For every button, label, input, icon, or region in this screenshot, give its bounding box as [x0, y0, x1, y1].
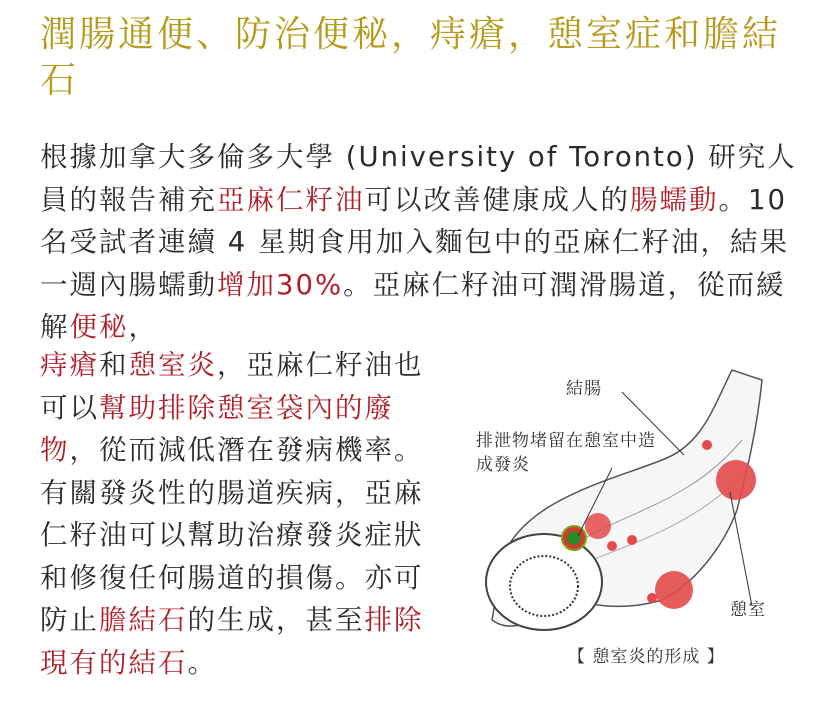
body-text: 。亞麻仁籽油可潤滑腸道，從而緩解 — [40, 268, 786, 343]
body-text: 根據加拿大多倫多大學 (University of Toronto) 研究人員的報告補充 — [40, 141, 797, 216]
diverticulum-small — [607, 541, 617, 551]
body-text: 和 — [99, 349, 129, 381]
highlight-text: 排除現有的結石 — [40, 604, 424, 679]
body-text: 。10 名受試者連續 4 星期食用加入麵包中的亞麻仁籽油，結果一週內腸蠕動 — [40, 183, 789, 301]
page-title: 潤腸通便、防治便秘，痔瘡，憩室症和膽結石 — [40, 14, 782, 101]
diverticulum-small — [647, 593, 657, 603]
highlight-text: 腸蠕動 — [630, 183, 719, 216]
label-diverticulum: 憩室 — [730, 600, 766, 620]
diverticulum-small — [627, 535, 637, 545]
paragraph-benefits — [40, 344, 450, 684]
diverticulum-sac — [585, 513, 611, 539]
body-text: 的生成，甚至 — [187, 604, 365, 636]
highlight-text: 幫助排除憩室袋內的廢物 — [40, 391, 394, 466]
diverticulitis-figure — [462, 350, 792, 680]
highlight-text: 膽結石 — [99, 604, 188, 636]
highlight-text: 便秘 — [69, 311, 129, 343]
body-text: ，亞麻仁籽油也可以 — [40, 349, 424, 424]
highlight-text: 痔瘡 — [40, 349, 99, 381]
body-text: ，從而減低潛在發病機率。有關發炎性的腸道疾病，亞麻仁籽油可以幫助治療發炎症狀和修復任何腸道的損傷。亦可防止 — [40, 434, 424, 636]
highlight-text: 憩室炎 — [128, 349, 217, 381]
colon-lumen — [510, 556, 578, 616]
diverticulum-sac — [716, 460, 756, 500]
figure-caption: 【 憩室炎的形成 】 — [568, 647, 725, 667]
highlight-text: 增加30% — [217, 268, 344, 301]
highlight-text: 亞麻仁籽油 — [217, 183, 365, 216]
body-text: 可以改善健康成人的 — [364, 183, 630, 216]
body-text: 。 — [187, 646, 217, 679]
diverticulum-sac — [655, 571, 693, 609]
paragraph-intro — [40, 136, 800, 349]
label-waste: 排泄物堵留在憩室中造成發炎 — [476, 431, 656, 475]
diverticulum-small — [702, 440, 712, 450]
label-colon: 結腸 — [566, 379, 602, 399]
body-text: ， — [128, 311, 158, 343]
leader-line — [730, 492, 752, 606]
